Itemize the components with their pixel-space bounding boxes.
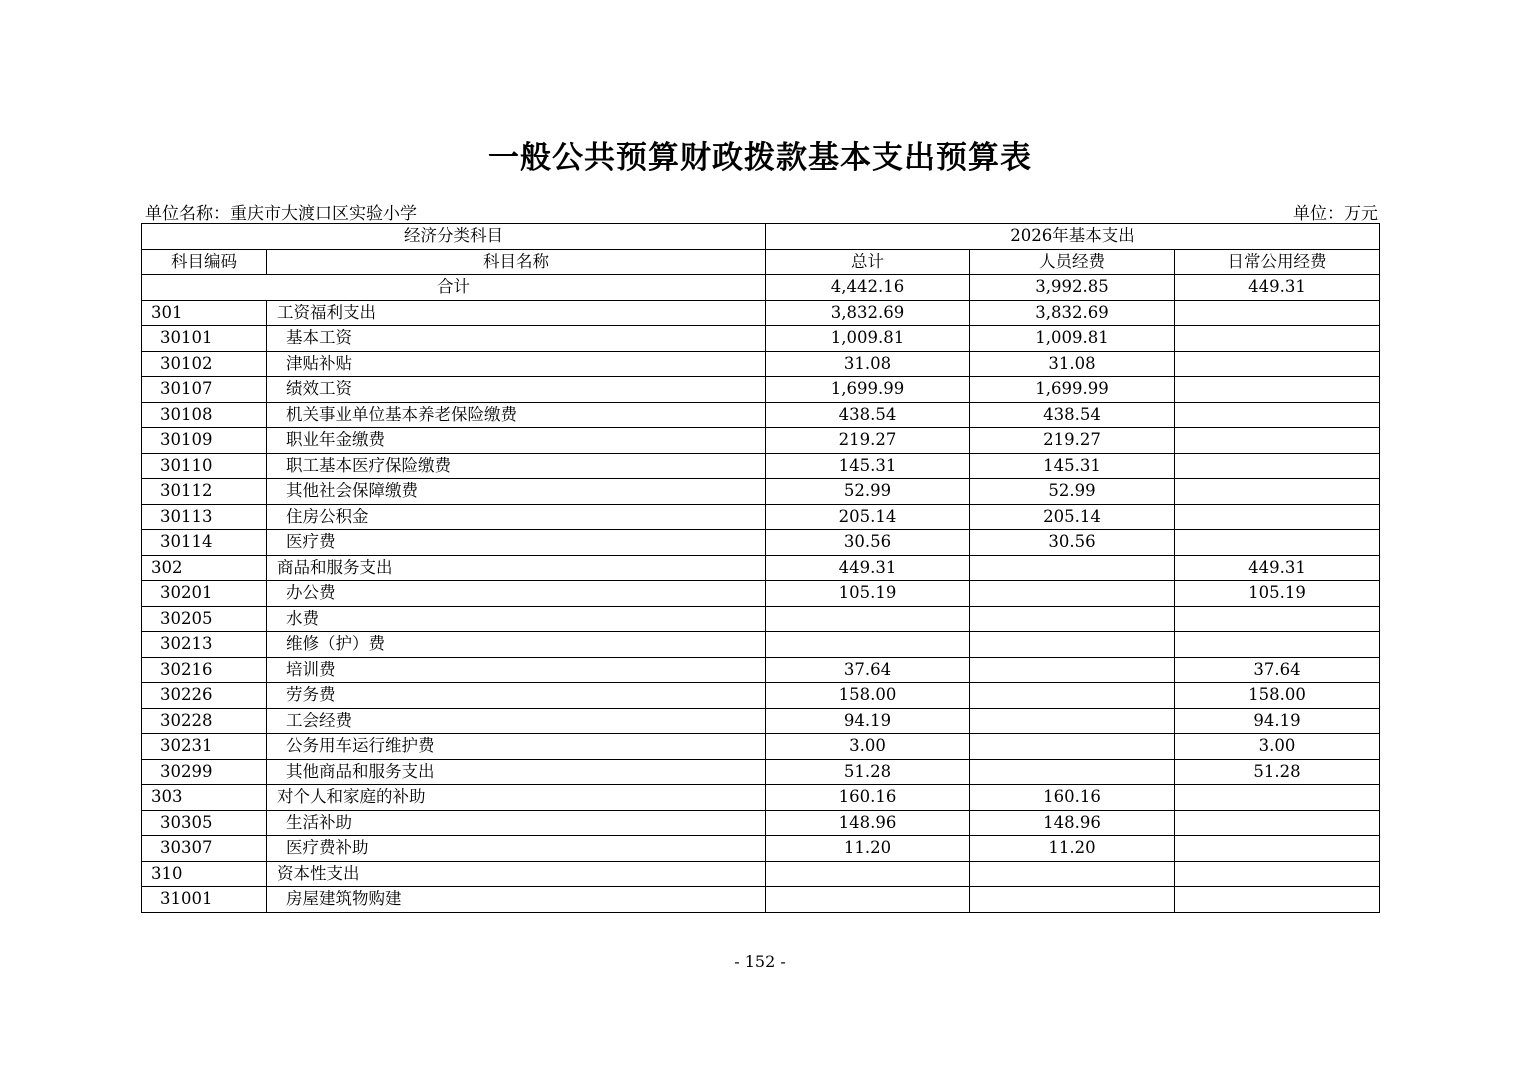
row-personnel: 1,009.81: [970, 326, 1175, 352]
table-row: [142, 785, 1380, 811]
row-total: 3,832.69: [766, 300, 970, 326]
row-total: [766, 887, 970, 913]
row-name: 资本性支出: [267, 861, 766, 887]
table-row: [142, 887, 1380, 913]
row-code: 303: [142, 785, 267, 811]
row-total: 158.00: [766, 683, 970, 709]
budget-table-body: [142, 224, 1380, 913]
row-total: 449.31: [766, 555, 970, 581]
row-code: 30299: [142, 759, 267, 785]
unit-label: 单位：万元: [1293, 204, 1378, 224]
unit-name-label: 单位名称：重庆市大渡口区实验小学: [145, 204, 417, 224]
row-total: 205.14: [766, 504, 970, 530]
row-personnel: 438.54: [970, 402, 1175, 428]
row-personnel: 205.14: [970, 504, 1175, 530]
page-title: 一般公共预算财政拨款基本支出预算表: [488, 140, 1032, 176]
row-name: 维修（护）费: [267, 632, 766, 658]
row-name: 房屋建筑物购建: [267, 887, 766, 913]
row-code: 30101: [142, 326, 267, 352]
row-personnel: 219.27: [970, 428, 1175, 454]
row-personnel: [970, 657, 1175, 683]
row-name: 工会经费: [267, 708, 766, 734]
table-row: [142, 810, 1380, 836]
row-name: 培训费: [267, 657, 766, 683]
budget-table: [141, 223, 1380, 913]
row-code: 30307: [142, 836, 267, 862]
row-public: [1175, 428, 1380, 454]
row-total: 105.19: [766, 581, 970, 607]
row-public: [1175, 810, 1380, 836]
row-personnel: 3,832.69: [970, 300, 1175, 326]
row-public: 94.19: [1175, 708, 1380, 734]
row-code: 30205: [142, 606, 267, 632]
row-personnel: [970, 759, 1175, 785]
row-total: 219.27: [766, 428, 970, 454]
row-personnel: 160.16: [970, 785, 1175, 811]
row-name: 工资福利支出: [267, 300, 766, 326]
header-name: 科目名称: [267, 249, 766, 275]
row-total: 52.99: [766, 479, 970, 505]
row-public: 158.00: [1175, 683, 1380, 709]
row-personnel: 11.20: [970, 836, 1175, 862]
row-total: [766, 861, 970, 887]
table-row: [142, 377, 1380, 403]
row-personnel: [970, 606, 1175, 632]
row-public: [1175, 530, 1380, 556]
row-name: 水费: [267, 606, 766, 632]
row-personnel: [970, 887, 1175, 913]
row-name: 机关事业单位基本养老保险缴费: [267, 402, 766, 428]
row-public: [1175, 351, 1380, 377]
table-row: [142, 657, 1380, 683]
row-code: 30110: [142, 453, 267, 479]
row-total: 94.19: [766, 708, 970, 734]
table-row: [142, 351, 1380, 377]
row-name: 津贴补贴: [267, 351, 766, 377]
header-personnel: 人员经费: [970, 249, 1175, 275]
table-row: [142, 606, 1380, 632]
row-name: 其他商品和服务支出: [267, 759, 766, 785]
row-name: 职工基本医疗保险缴费: [267, 453, 766, 479]
row-personnel: 52.99: [970, 479, 1175, 505]
row-code: 310: [142, 861, 267, 887]
header-code: 科目编码: [142, 249, 267, 275]
header-row-1: [142, 224, 1380, 250]
table-row: [142, 300, 1380, 326]
row-total: 145.31: [766, 453, 970, 479]
header-public: 日常公用经费: [1175, 249, 1380, 275]
header-year-basic: 2026年基本支出: [766, 224, 1380, 250]
row-personnel: [970, 708, 1175, 734]
row-public: [1175, 861, 1380, 887]
row-personnel: 30.56: [970, 530, 1175, 556]
row-public: [1175, 402, 1380, 428]
row-code: 301: [142, 300, 267, 326]
row-public: [1175, 785, 1380, 811]
row-code: 30112: [142, 479, 267, 505]
table-row: [142, 504, 1380, 530]
row-code: 30228: [142, 708, 267, 734]
table-row: [142, 479, 1380, 505]
row-total: 31.08: [766, 351, 970, 377]
sum-public: 449.31: [1175, 275, 1380, 301]
table-row: [142, 734, 1380, 760]
row-name: 住房公积金: [267, 504, 766, 530]
table-row: [142, 759, 1380, 785]
row-code: 30216: [142, 657, 267, 683]
row-code: 30305: [142, 810, 267, 836]
row-code: 30113: [142, 504, 267, 530]
row-code: 30201: [142, 581, 267, 607]
row-personnel: [970, 683, 1175, 709]
row-name: 商品和服务支出: [267, 555, 766, 581]
row-code: 30107: [142, 377, 267, 403]
row-name: 公务用车运行维护费: [267, 734, 766, 760]
row-total: 11.20: [766, 836, 970, 862]
row-name: 劳务费: [267, 683, 766, 709]
row-personnel: 31.08: [970, 351, 1175, 377]
row-total: 3.00: [766, 734, 970, 760]
row-code: 30102: [142, 351, 267, 377]
row-public: [1175, 326, 1380, 352]
header-total: 总计: [766, 249, 970, 275]
row-total: 438.54: [766, 402, 970, 428]
header-econ-class: 经济分类科目: [142, 224, 766, 250]
row-public: [1175, 606, 1380, 632]
row-total: 51.28: [766, 759, 970, 785]
row-total: 148.96: [766, 810, 970, 836]
table-row: [142, 555, 1380, 581]
row-name: 对个人和家庭的补助: [267, 785, 766, 811]
sum-personnel: 3,992.85: [970, 275, 1175, 301]
table-row: [142, 683, 1380, 709]
row-public: 51.28: [1175, 759, 1380, 785]
sum-total: 4,442.16: [766, 275, 970, 301]
row-public: 3.00: [1175, 734, 1380, 760]
row-code: 30231: [142, 734, 267, 760]
row-code: 302: [142, 555, 267, 581]
row-public: [1175, 453, 1380, 479]
row-personnel: 1,699.99: [970, 377, 1175, 403]
table-row: [142, 861, 1380, 887]
row-name: 生活补助: [267, 810, 766, 836]
row-name: 绩效工资: [267, 377, 766, 403]
table-row: [142, 326, 1380, 352]
row-name: 医疗费补助: [267, 836, 766, 862]
row-name: 医疗费: [267, 530, 766, 556]
table-row: [142, 402, 1380, 428]
row-public: 449.31: [1175, 555, 1380, 581]
row-public: [1175, 887, 1380, 913]
row-total: [766, 606, 970, 632]
page-number: - 152 -: [734, 952, 786, 971]
row-public: 105.19: [1175, 581, 1380, 607]
row-code: 30114: [142, 530, 267, 556]
table-row: [142, 708, 1380, 734]
row-code: 30213: [142, 632, 267, 658]
row-code: 30109: [142, 428, 267, 454]
row-public: [1175, 377, 1380, 403]
sum-label: 合计: [142, 275, 766, 301]
table-row: [142, 632, 1380, 658]
row-personnel: [970, 581, 1175, 607]
table-row: [142, 428, 1380, 454]
table-row: [142, 836, 1380, 862]
row-name: 职业年金缴费: [267, 428, 766, 454]
row-total: 1,009.81: [766, 326, 970, 352]
row-public: [1175, 504, 1380, 530]
row-public: [1175, 836, 1380, 862]
row-total: 160.16: [766, 785, 970, 811]
row-public: [1175, 300, 1380, 326]
row-personnel: [970, 632, 1175, 658]
row-code: 31001: [142, 887, 267, 913]
row-personnel: 148.96: [970, 810, 1175, 836]
row-public: [1175, 479, 1380, 505]
row-total: 37.64: [766, 657, 970, 683]
row-total: 30.56: [766, 530, 970, 556]
sum-row: [142, 275, 1380, 301]
row-name: 办公费: [267, 581, 766, 607]
row-personnel: 145.31: [970, 453, 1175, 479]
row-name: 其他社会保障缴费: [267, 479, 766, 505]
row-total: [766, 632, 970, 658]
table-row: [142, 453, 1380, 479]
row-code: 30226: [142, 683, 267, 709]
row-personnel: [970, 555, 1175, 581]
table-row: [142, 581, 1380, 607]
row-personnel: [970, 861, 1175, 887]
header-row-2: [142, 249, 1380, 275]
row-name: 基本工资: [267, 326, 766, 352]
row-personnel: [970, 734, 1175, 760]
row-total: 1,699.99: [766, 377, 970, 403]
table-row: [142, 530, 1380, 556]
row-code: 30108: [142, 402, 267, 428]
row-public: [1175, 632, 1380, 658]
row-public: 37.64: [1175, 657, 1380, 683]
